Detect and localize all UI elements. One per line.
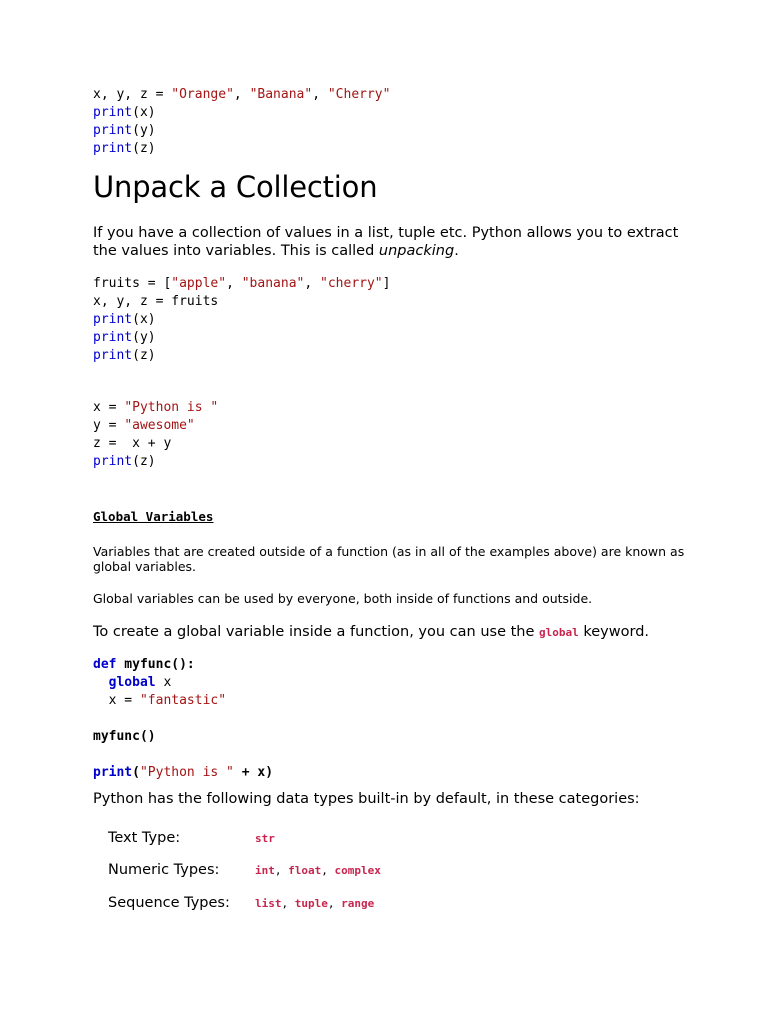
unpack-intro-paragraph: If you have a collection of values in a list, tuple etc. Python allows you to extract the values into variables. This is called unpacking. [93, 225, 679, 259]
datatypes-intro: Python has the following data types built-in by default, in these categories: [93, 791, 640, 807]
code-block-multiple-assign: x, y, z = "Orange", "Banana", "Cherry" print(x) print(y) print(z) [93, 87, 391, 156]
datatype-row [108, 862, 508, 882]
global-create-paragraph: To create a global variable inside a function, you can use the global keyword. [93, 624, 650, 640]
datatype-label: Sequence Types: [108, 895, 230, 911]
datatype-row [108, 895, 508, 915]
datatype-label: Numeric Types: [108, 862, 220, 878]
inline-code-global: global [539, 626, 579, 639]
datatype-row [108, 830, 508, 850]
global-desc-1: Variables that are created outside of a function (as in all of the examples above) are known as global variables. [93, 544, 685, 574]
datatype-label: Text Type: [108, 830, 181, 846]
section-heading-unpack: Unpack a Collection [93, 170, 378, 204]
datatype-values: list, tuple, range [255, 897, 375, 910]
code-block-concat: x = "Python is " y = "awesome" z = x + y print(z) [93, 400, 219, 469]
code-block-unpack: fruits = ["apple", "banana", "cherry"] x, y, z = fruits print(x) print(y) print(z) [93, 276, 391, 363]
datatype-values: str [255, 832, 275, 845]
datatype-values: int, float, complex [255, 864, 381, 877]
global-variables-heading: Global Variables [93, 509, 214, 524]
code-block-global-func: def myfunc(): global x x = "fantastic" myfunc() print("Python is " + x) [93, 657, 274, 780]
global-desc-2: Global variables can be used by everyone, both inside of functions and outside. [93, 591, 593, 606]
